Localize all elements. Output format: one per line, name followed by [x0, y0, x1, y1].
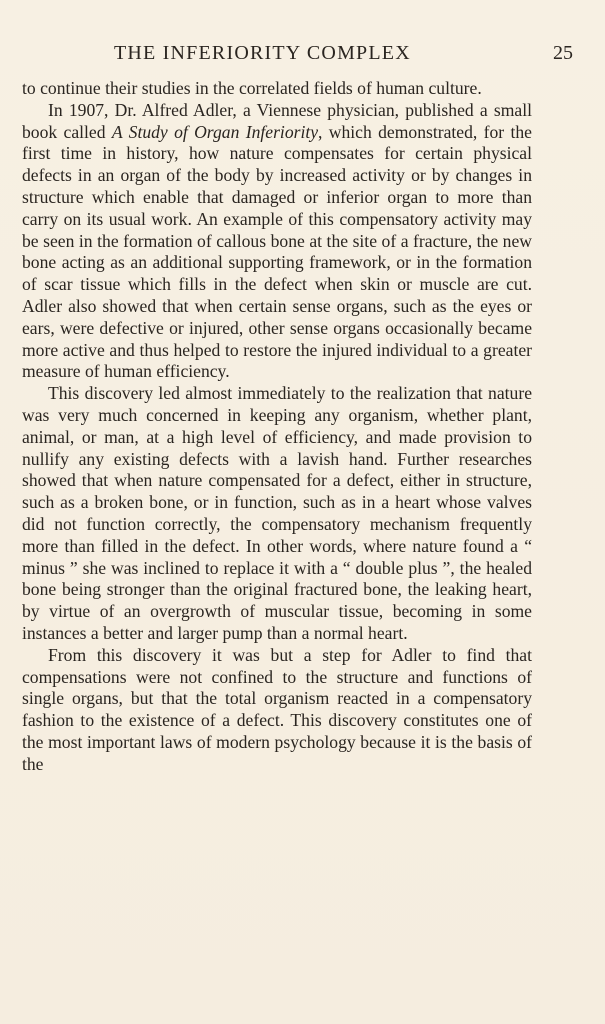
page-header: [22, 42, 583, 72]
paragraph-1: to continue their studies in the correlated fields of human culture.: [22, 78, 482, 98]
page-number: 25: [553, 42, 573, 64]
paragraph-2: [22, 100, 532, 383]
paragraph-4: From this discovery it was but a step for Adler to find that compensations were not confined to the structure and functions of single organs, but that the total organism reacted in a compensatory fashion to the existence of a defect. This discovery constitutes one of the most important laws of modern psychology because it is the basis of the: [22, 644, 532, 774]
running-title: THE INFERIORITY COMPLEX: [114, 42, 411, 64]
body-text: [22, 78, 532, 776]
paragraph-2-text-after: , which demonstrated, for the first time in history, how nature compensates for certain physical defects in an organ of the body by increased activity or by changes in structure which enable that damaged or inferior organ to more than carry on its usual work. An example of this compensatory activity may be seen in the formation of callous bone at the site of a fracture, the new bone acting as an additional supporting framework, or in the formation of scar tissue which fills in the defect when skin or muscle are cut. Adler also showed that when certain sense organs, such as the eyes or ears, were defective or injured, other sense organs occasionally became more active and thus helped to restore the injured individual to a greater measure of human efficiency.: [22, 121, 532, 382]
book-title: A Study of Organ Inferiority: [111, 121, 319, 142]
paragraph-3: This discovery led almost immediately to the realization that nature was very much concerned in keeping any organism, whether plant, animal, or man, at a high level of efficiency, and made provision to nullify any existing defects with a lavish hand. Further researches showed that when nature compensated for a defect, either in structure, such as a broken bone, or in function, such as in a heart whose valves did not function correctly, the compensatory mechanism frequently more than filled in the defect. In other words, where nature found a “ minus ” she was inclined to replace it with a “ double plus ”, the healed bone being stronger than the original fractured bone, the leaking heart, by virtue of an overgrowth of muscular tissue, becoming in some instances a better and larger pump than a normal heart.: [22, 383, 532, 643]
paragraph-2-text-before: In 1907, Dr. Alfred Adler, a Viennese physician, published a small book called: [22, 99, 532, 142]
